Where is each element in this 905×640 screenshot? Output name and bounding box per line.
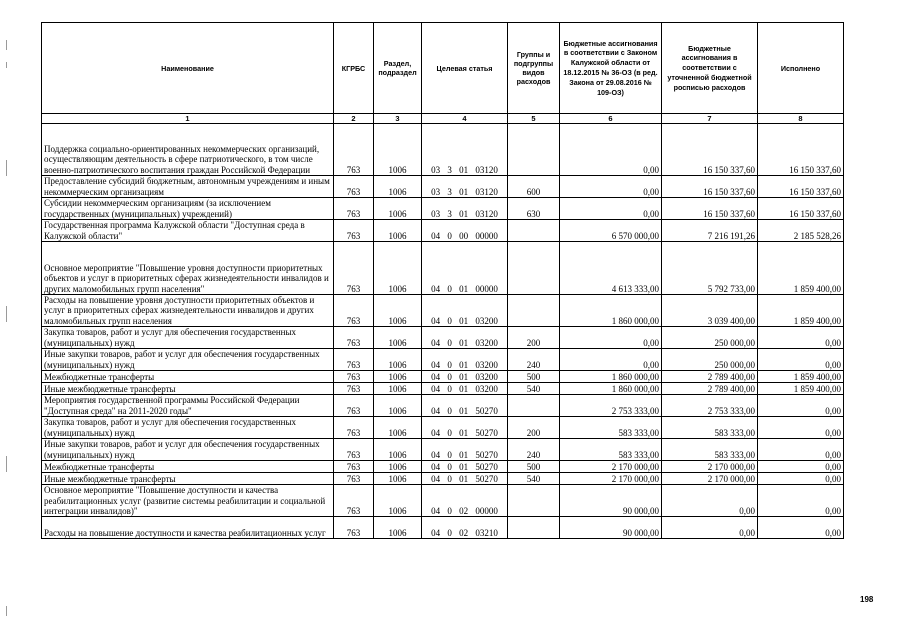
row-kgrbs: 763: [334, 417, 374, 439]
row-vid: [508, 124, 560, 176]
row-name: Основное мероприятие "Повышение доступности и качества реабилитационных услуг (развитие системы реабилитации и социальной интеграции инвалидов)": [42, 485, 334, 517]
header-budget-law: Бюджетные ассигнования в соответствии с Законом Калужской области от 18.12.2015 № 36-ОЗ (в ред. Закона от 29.08.2016 № 109-ОЗ): [560, 23, 662, 114]
column-number: 5: [508, 114, 560, 124]
table-row: [42, 417, 844, 439]
margin-mark: [6, 306, 7, 322]
row-budget-law: 583 333,00: [560, 417, 662, 439]
table-row: [42, 439, 844, 461]
table-row: [42, 349, 844, 371]
row-razdel: 1006: [374, 349, 422, 371]
row-budget-law: 2 753 333,00: [560, 395, 662, 417]
header-executed: Исполнено: [758, 23, 844, 114]
margin-mark: [6, 456, 7, 472]
table-row: [42, 383, 844, 395]
row-executed: 0,00: [758, 473, 844, 485]
row-vid: 200: [508, 417, 560, 439]
row-razdel: 1006: [374, 220, 422, 242]
column-number: 7: [662, 114, 758, 124]
table-row: [42, 176, 844, 198]
row-budget-refined: 7 216 191,26: [662, 220, 758, 242]
row-kgrbs: 763: [334, 439, 374, 461]
row-vid: 540: [508, 383, 560, 395]
row-razdel: 1006: [374, 198, 422, 220]
row-razdel: 1006: [374, 371, 422, 383]
row-razdel: 1006: [374, 473, 422, 485]
row-vid: [508, 485, 560, 517]
row-tselevaya: 04 0 01 03200: [422, 349, 508, 371]
row-razdel: 1006: [374, 383, 422, 395]
row-kgrbs: 763: [334, 383, 374, 395]
row-razdel: 1006: [374, 517, 422, 539]
row-budget-law: 0,00: [560, 349, 662, 371]
row-kgrbs: 763: [334, 371, 374, 383]
row-budget-refined: 0,00: [662, 485, 758, 517]
row-name: Иные закупки товаров, работ и услуг для обеспечения государственных (муниципальных) нужд: [42, 349, 334, 371]
row-tselevaya: 04 0 01 03200: [422, 327, 508, 349]
row-kgrbs: 763: [334, 220, 374, 242]
row-executed: 1 859 400,00: [758, 371, 844, 383]
row-tselevaya: 04 0 00 00000: [422, 220, 508, 242]
table-row: [42, 461, 844, 473]
row-vid: [508, 295, 560, 327]
row-executed: 1 859 400,00: [758, 242, 844, 295]
row-name: Государственная программа Калужской области "Доступная среда в Калужской области": [42, 220, 334, 242]
row-tselevaya: 04 0 01 00000: [422, 242, 508, 295]
row-kgrbs: 763: [334, 473, 374, 485]
column-number: 1: [42, 114, 334, 124]
table-row: [42, 395, 844, 417]
row-budget-law: 0,00: [560, 176, 662, 198]
budget-table: [41, 22, 844, 539]
row-tselevaya: 04 0 01 50270: [422, 439, 508, 461]
header-name: Наименование: [42, 23, 334, 114]
row-budget-refined: 250 000,00: [662, 327, 758, 349]
row-executed: 0,00: [758, 439, 844, 461]
row-kgrbs: 763: [334, 461, 374, 473]
row-tselevaya: 04 0 01 50270: [422, 473, 508, 485]
table-row: [42, 517, 844, 539]
row-name: Закупка товаров, работ и услуг для обеспечения государственных (муниципальных) нужд: [42, 327, 334, 349]
row-kgrbs: 763: [334, 349, 374, 371]
row-vid: 540: [508, 473, 560, 485]
row-razdel: 1006: [374, 439, 422, 461]
row-budget-refined: 16 150 337,60: [662, 198, 758, 220]
row-budget-law: 4 613 333,00: [560, 242, 662, 295]
row-kgrbs: 763: [334, 198, 374, 220]
row-executed: 1 859 400,00: [758, 295, 844, 327]
row-kgrbs: 763: [334, 327, 374, 349]
row-name: Расходы на повышение доступности и качества реабилитационных услуг: [42, 517, 334, 539]
margin-mark: [6, 62, 7, 68]
row-executed: 0,00: [758, 417, 844, 439]
row-executed: 0,00: [758, 461, 844, 473]
row-vid: [508, 242, 560, 295]
row-vid: [508, 220, 560, 242]
row-budget-refined: 2 170 000,00: [662, 473, 758, 485]
row-executed: 0,00: [758, 395, 844, 417]
row-budget-refined: 583 333,00: [662, 439, 758, 461]
header-vid: Группы и подгруппы видов расходов: [508, 23, 560, 114]
row-executed: 0,00: [758, 327, 844, 349]
row-executed: 16 150 337,60: [758, 198, 844, 220]
row-budget-refined: 583 333,00: [662, 417, 758, 439]
table-row: [42, 220, 844, 242]
row-vid: 240: [508, 349, 560, 371]
row-name: Расходы на повышение уровня доступности приоритетных объектов и услуг в приоритетных сферах жизнедеятельности инвалидов и других маломобильных групп населения: [42, 295, 334, 327]
table-row: [42, 371, 844, 383]
margin-mark: [6, 160, 7, 176]
row-budget-refined: 2 789 400,00: [662, 371, 758, 383]
table-row: [42, 473, 844, 485]
row-budget-refined: 5 792 733,00: [662, 242, 758, 295]
row-razdel: 1006: [374, 176, 422, 198]
header-row: [42, 23, 844, 114]
table-row: [42, 198, 844, 220]
row-executed: 1 859 400,00: [758, 383, 844, 395]
row-executed: 16 150 337,60: [758, 124, 844, 176]
row-vid: [508, 395, 560, 417]
column-number: 2: [334, 114, 374, 124]
row-budget-law: 90 000,00: [560, 517, 662, 539]
row-budget-refined: 2 170 000,00: [662, 461, 758, 473]
row-budget-refined: 16 150 337,60: [662, 124, 758, 176]
column-number: 4: [422, 114, 508, 124]
row-budget-refined: 3 039 400,00: [662, 295, 758, 327]
row-razdel: 1006: [374, 417, 422, 439]
row-tselevaya: 04 0 02 03210: [422, 517, 508, 539]
header-budget-refined: Бюджетные ассигнования в соответствии с уточненной бюджетной росписью расходов: [662, 23, 758, 114]
row-budget-refined: 2 789 400,00: [662, 383, 758, 395]
table-row: [42, 485, 844, 517]
row-kgrbs: 763: [334, 124, 374, 176]
margin-mark: [6, 606, 7, 616]
row-vid: 630: [508, 198, 560, 220]
row-budget-law: 2 170 000,00: [560, 461, 662, 473]
row-tselevaya: 04 0 01 50270: [422, 395, 508, 417]
row-tselevaya: 04 0 02 00000: [422, 485, 508, 517]
row-budget-law: 1 860 000,00: [560, 295, 662, 327]
row-vid: 500: [508, 461, 560, 473]
table-row: [42, 124, 844, 176]
header-tselevaya: Целевая статья: [422, 23, 508, 114]
row-budget-refined: 16 150 337,60: [662, 176, 758, 198]
row-budget-law: 90 000,00: [560, 485, 662, 517]
row-name: Субсидии некоммерческим организациям (за исключением государственных (муниципальных) учреждений): [42, 198, 334, 220]
row-budget-law: 1 860 000,00: [560, 371, 662, 383]
row-budget-law: 0,00: [560, 327, 662, 349]
row-razdel: 1006: [374, 327, 422, 349]
row-tselevaya: 04 0 01 03200: [422, 371, 508, 383]
row-kgrbs: 763: [334, 242, 374, 295]
margin-mark: [6, 40, 7, 50]
row-razdel: 1006: [374, 124, 422, 176]
row-budget-law: 0,00: [560, 124, 662, 176]
row-name: Иные межбюджетные трансферты: [42, 383, 334, 395]
row-name: Иные межбюджетные трансферты: [42, 473, 334, 485]
row-name: Иные закупки товаров, работ и услуг для обеспечения государственных (муниципальных) нужд: [42, 439, 334, 461]
row-kgrbs: 763: [334, 485, 374, 517]
row-name: Мероприятия государственной программы Российской Федерации "Доступная среда" на 2011-2020 годы": [42, 395, 334, 417]
row-name: Межбюджетные трансферты: [42, 461, 334, 473]
table-row: [42, 242, 844, 295]
row-kgrbs: 763: [334, 295, 374, 327]
row-executed: 0,00: [758, 517, 844, 539]
row-budget-law: 1 860 000,00: [560, 383, 662, 395]
row-tselevaya: 03 3 01 03120: [422, 124, 508, 176]
row-razdel: 1006: [374, 485, 422, 517]
row-tselevaya: 04 0 01 03200: [422, 383, 508, 395]
column-number-row: [42, 114, 844, 124]
row-budget-law: 583 333,00: [560, 439, 662, 461]
column-number: 3: [374, 114, 422, 124]
row-name: Основное мероприятие "Повышение уровня доступности приоритетных объектов и услуг в приоритетных сферах жизнедеятельности инвалидов и других маломобильных групп населения": [42, 242, 334, 295]
row-razdel: 1006: [374, 395, 422, 417]
row-vid: 200: [508, 327, 560, 349]
row-kgrbs: 763: [334, 176, 374, 198]
row-razdel: 1006: [374, 295, 422, 327]
table-row: [42, 327, 844, 349]
row-tselevaya: 03 3 01 03120: [422, 198, 508, 220]
row-budget-law: 6 570 000,00: [560, 220, 662, 242]
column-number: 8: [758, 114, 844, 124]
row-name: Закупка товаров, работ и услуг для обеспечения государственных (муниципальных) нужд: [42, 417, 334, 439]
table-row: [42, 295, 844, 327]
header-kgrbs: КГРБС: [334, 23, 374, 114]
row-vid: 600: [508, 176, 560, 198]
row-vid: [508, 517, 560, 539]
row-tselevaya: 03 3 01 03120: [422, 176, 508, 198]
row-budget-law: 2 170 000,00: [560, 473, 662, 485]
header-razdel: Раздел, подраздел: [374, 23, 422, 114]
row-executed: 16 150 337,60: [758, 176, 844, 198]
row-budget-refined: 250 000,00: [662, 349, 758, 371]
row-budget-law: 0,00: [560, 198, 662, 220]
row-razdel: 1006: [374, 461, 422, 473]
row-kgrbs: 763: [334, 517, 374, 539]
row-name: Межбюджетные трансферты: [42, 371, 334, 383]
row-tselevaya: 04 0 01 50270: [422, 417, 508, 439]
row-name: Предоставление субсидий бюджетным, автономным учреждениям и иным некоммерческим организациям: [42, 176, 334, 198]
row-tselevaya: 04 0 01 50270: [422, 461, 508, 473]
row-razdel: 1006: [374, 242, 422, 295]
page-number: 198: [860, 595, 874, 604]
row-vid: 500: [508, 371, 560, 383]
row-tselevaya: 04 0 01 03200: [422, 295, 508, 327]
column-number: 6: [560, 114, 662, 124]
row-budget-refined: 0,00: [662, 517, 758, 539]
row-vid: 240: [508, 439, 560, 461]
row-name: Поддержка социально-ориентированных некоммерческих организаций, осуществляющим деятельность в сфере патриотического, в том числе военно-патриотического воспитания граждан Российской Федерации: [42, 124, 334, 176]
row-executed: 2 185 528,26: [758, 220, 844, 242]
row-kgrbs: 763: [334, 395, 374, 417]
row-executed: 0,00: [758, 485, 844, 517]
row-executed: 0,00: [758, 349, 844, 371]
row-budget-refined: 2 753 333,00: [662, 395, 758, 417]
